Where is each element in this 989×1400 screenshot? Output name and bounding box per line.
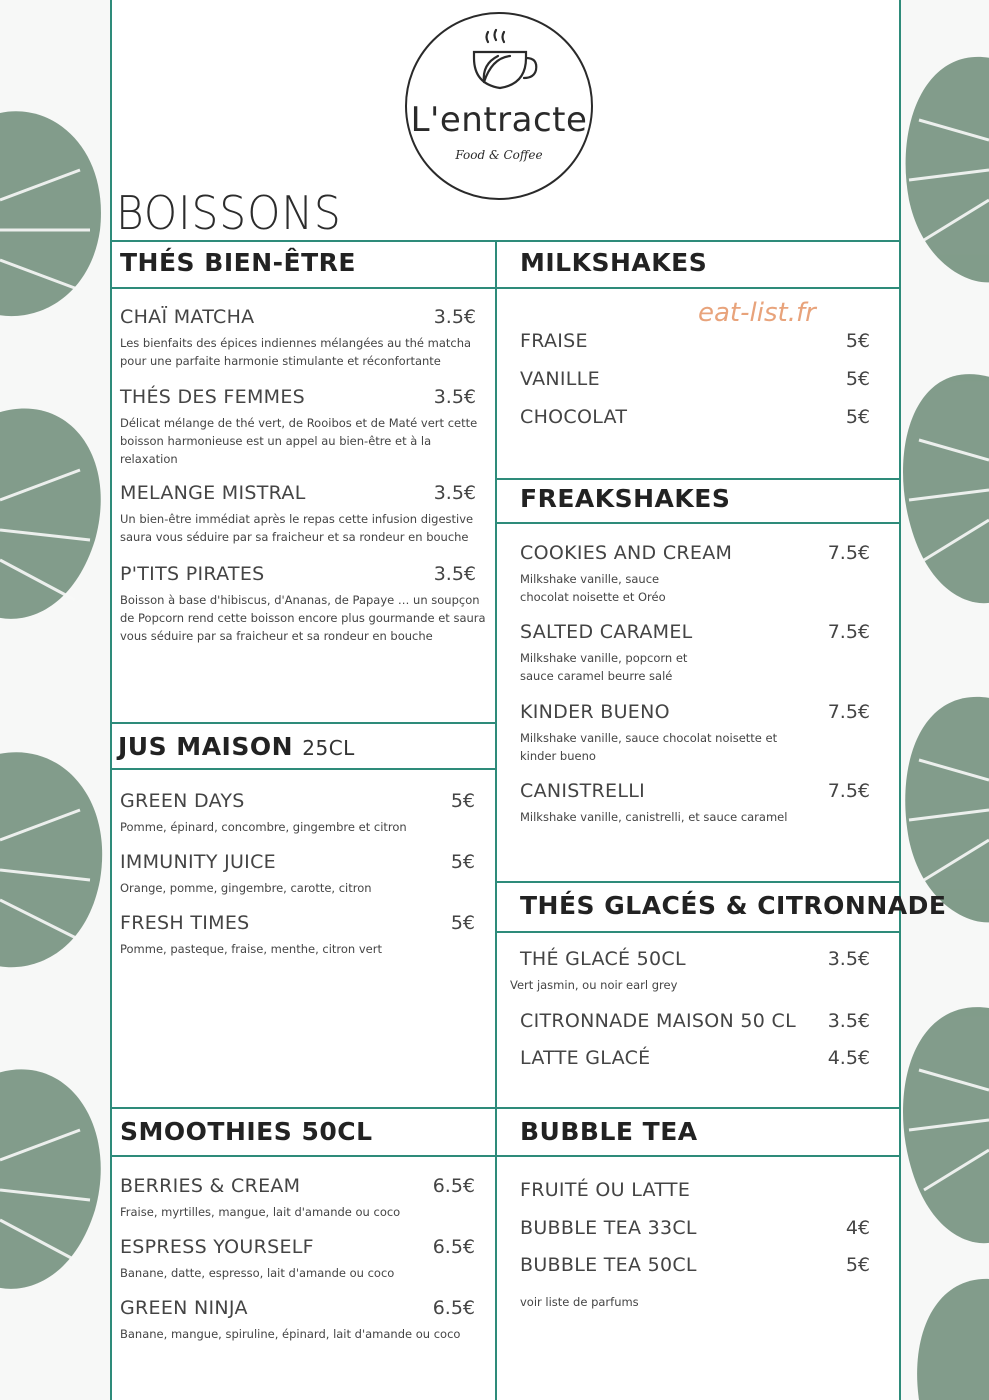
page-title: BOISSONS <box>116 186 342 240</box>
item-price: 5€ <box>845 406 870 428</box>
logo-name: L'entracte <box>410 100 588 140</box>
item-price: 6.5€ <box>432 1297 475 1319</box>
item-name: CHOCOLAT <box>520 406 628 428</box>
item-description: Pomme, pasteque, fraise, menthe, citron vert <box>120 942 382 956</box>
section-title-jus-maison <box>118 732 355 761</box>
item-name: LATTE GLACÉ <box>520 1047 651 1069</box>
item-description: Milkshake vanille, sauce chocolat noisette et Oréo <box>520 572 666 604</box>
item-price: 6.5€ <box>432 1175 475 1197</box>
section-title-volume: 25CL <box>302 736 355 760</box>
item-description: Banane, mangue, spiruline, épinard, lait d'amande ou coco <box>120 1327 461 1341</box>
item-name: GREEN NINJA <box>120 1297 248 1319</box>
item-name: FRAISE <box>520 330 588 352</box>
item-description: Fraise, myrtilles, mangue, lait d'amande ou coco <box>120 1205 401 1219</box>
item-price: 5€ <box>845 330 870 352</box>
item-price: 7.5€ <box>827 780 870 802</box>
item-price: 5€ <box>450 851 475 873</box>
item-price: 5€ <box>845 368 870 390</box>
item-name: BERRIES & CREAM <box>120 1175 301 1197</box>
item-price: 4€ <box>845 1217 870 1239</box>
divider <box>112 287 901 289</box>
item-name: KINDER BUENO <box>520 701 670 723</box>
section-title-thes-bien-etre: THÉS BIEN-ÊTRE <box>120 248 356 277</box>
item-description: Boisson à base d'hibiscus, d'Ananas, de Papaye … un soupçon de Popcorn rend cette boisson encore plus gourmande et saura vous séduire par sa fraicheur et sa rondeur en bouche <box>120 593 486 643</box>
item-price: 3.5€ <box>827 948 870 970</box>
item-description: Les bienfaits des épices indiennes mélangées au thé matcha pour une parfaite harmonie stimulante et réconfortante <box>120 336 472 368</box>
item-price: 3.5€ <box>827 1010 870 1032</box>
watermark: eat-list.fr <box>698 298 816 328</box>
divider <box>495 881 901 883</box>
section-title-bubble-tea: BUBBLE TEA <box>520 1117 698 1146</box>
divider <box>112 240 901 242</box>
divider <box>495 478 901 480</box>
item-description: Banane, datte, espresso, lait d'amande ou coco <box>120 1266 395 1280</box>
item-name: FRUITÉ OU LATTE <box>520 1179 691 1201</box>
item-name: CITRONNADE MAISON 50 CL <box>520 1010 796 1032</box>
item-description: Milkshake vanille, sauce chocolat noisette et kinder bueno <box>520 731 778 763</box>
item-name: GREEN DAYS <box>120 790 245 812</box>
divider <box>495 522 901 524</box>
item-name: COOKIES AND CREAM <box>520 542 733 564</box>
logo <box>405 12 593 200</box>
item-name: CHAÏ MATCHA <box>120 306 255 328</box>
item-price: 4.5€ <box>827 1047 870 1069</box>
leaf-decoration-right <box>899 0 989 1400</box>
item-name: P'TITS PIRATES <box>120 563 265 585</box>
section-title-text: JUS MAISON <box>118 732 294 761</box>
item-name: FRESH TIMES <box>120 912 250 934</box>
item-name: THÉ GLACÉ 50CL <box>520 948 686 970</box>
item-price: 7.5€ <box>827 701 870 723</box>
item-price: 3.5€ <box>433 482 476 504</box>
item-price: 7.5€ <box>827 542 870 564</box>
section-title-freakshakes: FREAKSHAKES <box>520 484 731 513</box>
monstera-leaves-icon <box>899 0 989 1400</box>
section-title-thes-glaces: THÉS GLACÉS & CITRONNADE <box>520 891 947 920</box>
item-price: 5€ <box>450 912 475 934</box>
item-name: MELANGE MISTRAL <box>120 482 306 504</box>
item-price: 5€ <box>845 1254 870 1276</box>
item-name: BUBBLE TEA 33CL <box>520 1217 697 1239</box>
section-title-milkshakes: MILKSHAKES <box>520 248 708 277</box>
item-description: Un bien-être immédiat après le repas cette infusion digestive saura vous séduire par sa fraicheur et sa rondeur en bouche <box>120 512 474 544</box>
item-name: ESPRESS YOURSELF <box>120 1236 314 1258</box>
divider <box>495 240 497 1400</box>
item-name: SALTED CARAMEL <box>520 621 693 643</box>
item-name: IMMUNITY JUICE <box>120 851 276 873</box>
divider <box>495 931 901 933</box>
item-name: BUBBLE TEA 50CL <box>520 1254 697 1276</box>
item-price: 6.5€ <box>432 1236 475 1258</box>
coffee-cup-icon <box>454 28 546 98</box>
item-name: CANISTRELLI <box>520 780 646 802</box>
divider <box>112 768 497 770</box>
item-name: VANILLE <box>520 368 600 390</box>
bubble-tea-note: voir liste de parfums <box>520 1295 639 1309</box>
item-description: Délicat mélange de thé vert, de Rooibos et de Maté vert cette boisson harmonieuse est un appel au bien-être et à la relaxation <box>120 416 478 466</box>
item-price: 7.5€ <box>827 621 870 643</box>
section-title-smoothies: SMOOTHIES 50CL <box>120 1117 373 1146</box>
item-description: Milkshake vanille, canistrelli, et sauce caramel <box>520 810 788 824</box>
item-price: 3.5€ <box>433 306 476 328</box>
divider <box>112 722 497 724</box>
menu-page <box>110 0 947 1400</box>
item-description: Milkshake vanille, popcorn et sauce caramel beurre salé <box>520 651 688 683</box>
item-description: Vert jasmin, ou noir earl grey <box>510 978 678 992</box>
item-description: Orange, pomme, gingembre, carotte, citron <box>120 881 372 895</box>
divider <box>112 1155 901 1157</box>
logo-subtitle: Food & Coffee <box>455 148 543 162</box>
item-name: THÉS DES FEMMES <box>120 386 306 408</box>
item-description: Pomme, épinard, concombre, gingembre et citron <box>120 820 407 834</box>
item-price: 3.5€ <box>433 563 476 585</box>
leaf-decoration-left <box>0 0 112 1400</box>
divider <box>112 1107 901 1109</box>
item-price: 5€ <box>450 790 475 812</box>
item-price: 3.5€ <box>433 386 476 408</box>
monstera-leaves-icon <box>0 0 112 1400</box>
